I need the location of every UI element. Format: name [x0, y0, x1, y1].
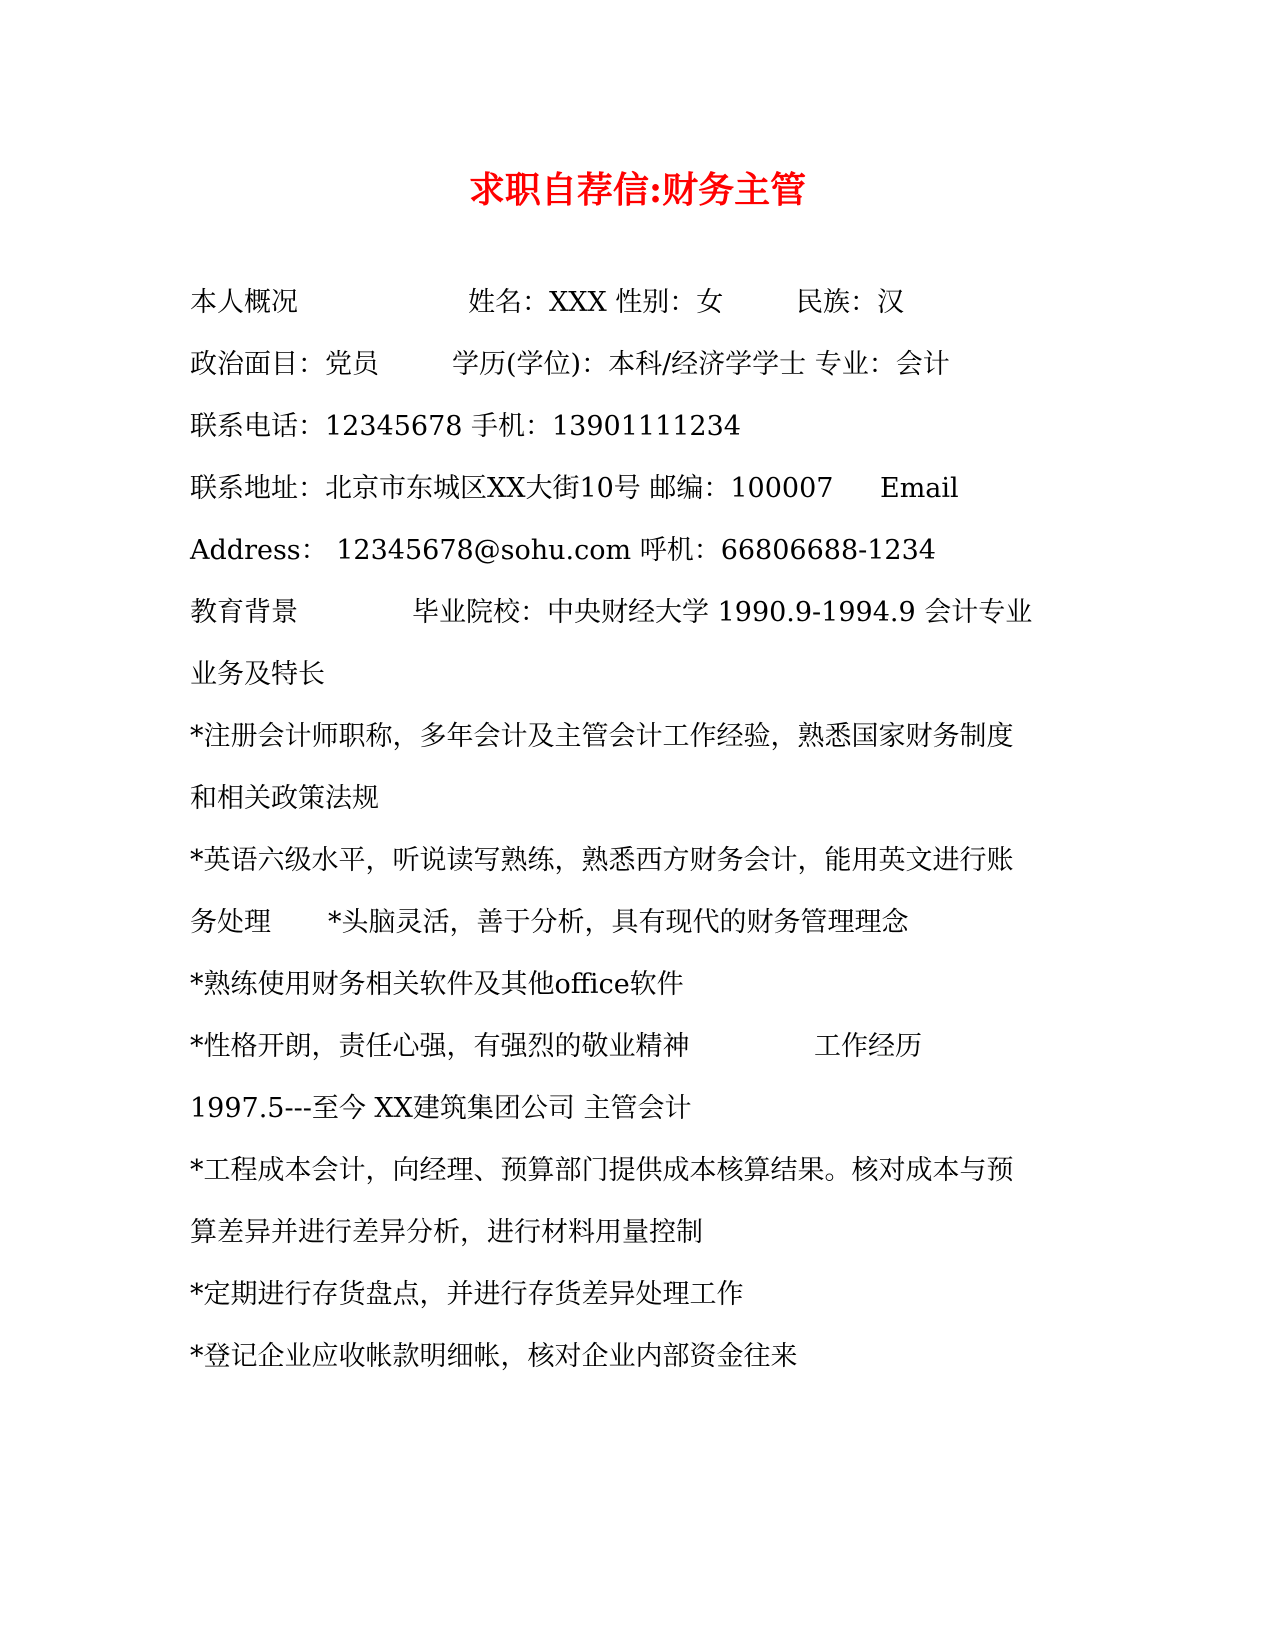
education-major: 学历(学位)：本科/经济学学士 专业：会计 — [452, 349, 950, 380]
skill-item-1-line-1: *注册会计师职称，多年会计及主管会计工作经验，熟悉国家财务制度 — [190, 721, 1014, 752]
duty-2: *定期进行存货盘点，并进行存货差异处理工作 — [190, 1279, 744, 1310]
personal-section-label: 本人概况 — [190, 287, 298, 318]
skill-item-2-line-1: *英语六级水平，听说读写熟练，熟悉西方财务会计，能用英文进行账 — [190, 845, 1014, 876]
personal-line-1 — [190, 283, 1090, 323]
email-label: Email — [880, 473, 959, 504]
address-postcode: 联系地址：北京市东城区XX大街10号 邮编：100007 — [190, 473, 834, 504]
duty-3: *登记企业应收帐款明细帐，核对企业内部资金往来 — [190, 1341, 798, 1372]
education-detail: 毕业院校：中央财经大学 1990.9-1994.9 会计专业 — [412, 597, 1033, 628]
skills-line-13 — [190, 1027, 1090, 1067]
job-1-header: 1997.5---至今 XX建筑集团公司 主管会计 — [190, 1093, 692, 1124]
phones: 联系电话：12345678 手机：13901111234 — [190, 411, 741, 442]
ethnicity: 民族：汉 — [796, 287, 904, 318]
personal-line-2 — [190, 345, 1090, 385]
duty-1-line-1: *工程成本会计，向经理、预算部门提供成本核算结果。核对成本与预 — [190, 1155, 1014, 1186]
skills-section-label: 业务及特长 — [190, 659, 325, 690]
education-section-label: 教育背景 — [190, 597, 298, 628]
personal-line-4 — [190, 469, 1090, 509]
work-section-label: 工作经历 — [814, 1031, 922, 1062]
political-status: 政治面目：党员 — [190, 349, 379, 380]
skills-line-11 — [190, 903, 1090, 943]
skill-item-5: *性格开朗，责任心强，有强烈的敬业精神 — [190, 1031, 690, 1062]
education-line — [190, 593, 1090, 633]
skill-item-1-line-2: 和相关政策法规 — [190, 783, 379, 814]
skill-item-3: *头脑灵活，善于分析，具有现代的财务管理理念 — [328, 907, 909, 938]
skill-item-2-line-2: 务处理 — [190, 907, 271, 938]
duty-1-line-2: 算差异并进行差异分析，进行材料用量控制 — [190, 1217, 703, 1248]
email-pager: Address： 12345678@sohu.com 呼机：66806688-1234 — [190, 535, 936, 566]
name-gender: 姓名：XXX 性别：女 — [468, 287, 724, 318]
document-title: 求职自荐信:财务主管 — [468, 169, 807, 211]
skill-item-4: *熟练使用财务相关软件及其他office软件 — [190, 969, 684, 1000]
